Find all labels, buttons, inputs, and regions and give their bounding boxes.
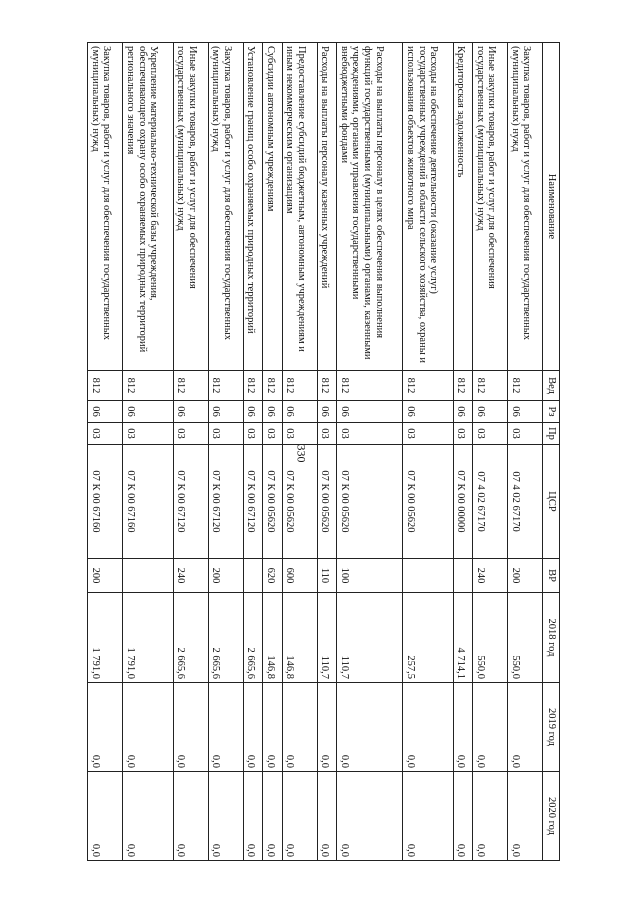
row-2020: 0,0 — [336, 772, 402, 861]
row-name: Иные закупки товаров, работ и услуг для обеспечения государственных (муниципальных) нужд — [173, 43, 208, 371]
header-csr: ЦСР — [543, 445, 560, 559]
row-ved: 812 — [208, 371, 243, 401]
row-2018: 146,8 — [263, 593, 282, 683]
row-csr: 07 К 00 05620 — [263, 445, 282, 559]
table-row — [508, 43, 543, 861]
row-pr: 03 — [508, 423, 543, 445]
row-2018: 146,8 — [282, 593, 317, 683]
row-name: Закупка товаров, работ и услуг для обеспечения государственных (муниципальных) нужд — [208, 43, 243, 371]
row-ved: 812 — [173, 371, 208, 401]
row-2019: 0,0 — [282, 683, 317, 772]
row-pr: 03 — [208, 423, 243, 445]
row-ved: 812 — [123, 371, 174, 401]
row-vr: 200 — [88, 559, 123, 593]
table-row — [403, 43, 454, 861]
row-rz: 06 — [208, 401, 243, 423]
row-rz: 06 — [243, 401, 262, 423]
row-2020: 0,0 — [317, 772, 336, 861]
row-vr: 600 — [282, 559, 317, 593]
row-csr: 07 К 00 67160 — [123, 445, 174, 559]
row-pr: 03 — [88, 423, 123, 445]
header-pr: Пр — [543, 423, 560, 445]
row-csr: 07 4 02 67170 — [508, 445, 543, 559]
table-row — [173, 43, 208, 861]
row-2018: 2 665,6 — [243, 593, 262, 683]
row-rz: 06 — [473, 401, 508, 423]
header-2018: 2018 год — [543, 593, 560, 683]
row-2020: 0,0 — [243, 772, 262, 861]
row-pr: 03 — [336, 423, 402, 445]
row-vr — [453, 559, 472, 593]
row-vr: 620 — [263, 559, 282, 593]
row-ved: 812 — [336, 371, 402, 401]
page-number: 330 — [294, 444, 309, 463]
row-2020: 0,0 — [173, 772, 208, 861]
row-name: Закупка товаров, работ и услуг для обеспечения государственных (муниципальных) нужд — [88, 43, 123, 371]
row-vr: 240 — [173, 559, 208, 593]
row-rz: 06 — [453, 401, 472, 423]
rotated-table-container — [87, 42, 560, 860]
header-name: Наименование — [543, 43, 560, 371]
row-2020: 0,0 — [123, 772, 174, 861]
header-ved: Вед — [543, 371, 560, 401]
row-ved: 812 — [473, 371, 508, 401]
row-name: Кредиторская задолженность — [453, 43, 472, 371]
table-row — [453, 43, 472, 861]
table-row — [243, 43, 262, 861]
row-2019: 0,0 — [208, 683, 243, 772]
row-rz: 06 — [403, 401, 454, 423]
row-pr: 03 — [173, 423, 208, 445]
row-vr — [123, 559, 174, 593]
row-ved: 812 — [243, 371, 262, 401]
row-2019: 0,0 — [263, 683, 282, 772]
row-ved: 812 — [282, 371, 317, 401]
row-csr: 07 К 00 67120 — [243, 445, 262, 559]
row-rz: 06 — [263, 401, 282, 423]
row-vr — [243, 559, 262, 593]
row-name: Закупка товаров, работ и услуг для обеспечения государственных (муниципальных) нужд — [508, 43, 543, 371]
row-ved: 812 — [453, 371, 472, 401]
row-csr: 07 К 00 00000 — [453, 445, 472, 559]
row-vr: 240 — [473, 559, 508, 593]
table-row — [317, 43, 336, 861]
row-vr: 200 — [508, 559, 543, 593]
row-rz: 06 — [88, 401, 123, 423]
table-row — [208, 43, 243, 861]
row-2019: 0,0 — [173, 683, 208, 772]
row-pr: 03 — [317, 423, 336, 445]
row-name: Установление границ особо охраняемых природных территорий — [243, 43, 262, 371]
row-2018: 1 791,0 — [123, 593, 174, 683]
table-row — [263, 43, 282, 861]
row-name: Расходы на обеспечение деятельности (оказание услуг) государственных учреждений в области сельского хозяйства, охраны и использования объектов животного мира — [403, 43, 454, 371]
row-2018: 257,5 — [403, 593, 454, 683]
row-2018: 2 665,6 — [173, 593, 208, 683]
budget-table — [87, 42, 560, 861]
row-2020: 0,0 — [473, 772, 508, 861]
row-ved: 812 — [88, 371, 123, 401]
row-vr: 100 — [336, 559, 402, 593]
row-csr: 07 К 00 67120 — [208, 445, 243, 559]
row-rz: 06 — [123, 401, 174, 423]
row-pr: 03 — [263, 423, 282, 445]
row-rz: 06 — [336, 401, 402, 423]
table-row — [282, 43, 317, 861]
row-2018: 2 665,6 — [208, 593, 243, 683]
row-rz: 06 — [282, 401, 317, 423]
row-name: Укрепление материально-технической базы учреждения, обеспечивающего охрану особо охраняемых природных территорий регионального значения — [123, 43, 174, 371]
row-pr: 03 — [403, 423, 454, 445]
row-2020: 0,0 — [263, 772, 282, 861]
row-2018: 4 714,1 — [453, 593, 472, 683]
row-csr: 07 К 00 05620 — [282, 445, 317, 559]
row-2020: 0,0 — [208, 772, 243, 861]
row-2018: 110,7 — [317, 593, 336, 683]
row-2019: 0,0 — [508, 683, 543, 772]
row-ved: 812 — [508, 371, 543, 401]
row-ved: 812 — [317, 371, 336, 401]
row-2020: 0,0 — [508, 772, 543, 861]
table-header-row — [543, 43, 560, 861]
row-2019: 0,0 — [336, 683, 402, 772]
row-name: Предоставление субсидий бюджетным, автономным учреждениям и иным некоммерческим организациям — [282, 43, 317, 371]
row-2019: 0,0 — [243, 683, 262, 772]
row-vr: 110 — [317, 559, 336, 593]
header-rz: Рз — [543, 401, 560, 423]
row-2018: 550,0 — [473, 593, 508, 683]
row-vr: 200 — [208, 559, 243, 593]
row-name: Расходы на выплаты персоналу казенных учреждений — [317, 43, 336, 371]
row-2018: 550,0 — [508, 593, 543, 683]
row-2019: 0,0 — [123, 683, 174, 772]
row-2019: 0,0 — [317, 683, 336, 772]
table-row — [88, 43, 123, 861]
row-name: Расходы на выплаты персоналу в целях обеспечения выполнения функций государственными (муниципальными) органами, казенными учреждениями, органами управления государственными внебюджетными фондами — [336, 43, 402, 371]
row-rz: 06 — [508, 401, 543, 423]
header-vr: ВР — [543, 559, 560, 593]
row-vr — [403, 559, 454, 593]
header-2020: 2020 год — [543, 772, 560, 861]
row-pr: 03 — [243, 423, 262, 445]
row-pr: 03 — [282, 423, 317, 445]
row-csr: 07 К 00 67120 — [173, 445, 208, 559]
row-2020: 0,0 — [453, 772, 472, 861]
row-csr: 07 К 00 05620 — [336, 445, 402, 559]
row-2019: 0,0 — [88, 683, 123, 772]
table-row — [123, 43, 174, 861]
row-2018: 1 791,0 — [88, 593, 123, 683]
row-csr: 07 К 00 67160 — [88, 445, 123, 559]
row-name: Субсидии автономным учреждениям — [263, 43, 282, 371]
row-name: Иные закупки товаров, работ и услуг для обеспечения государственных (муниципальных) нужд — [473, 43, 508, 371]
row-2019: 0,0 — [453, 683, 472, 772]
row-2020: 0,0 — [88, 772, 123, 861]
row-rz: 06 — [173, 401, 208, 423]
row-rz: 06 — [317, 401, 336, 423]
row-2018: 110,7 — [336, 593, 402, 683]
row-2019: 0,0 — [473, 683, 508, 772]
row-2020: 0,0 — [282, 772, 317, 861]
row-2019: 0,0 — [403, 683, 454, 772]
row-ved: 812 — [403, 371, 454, 401]
row-pr: 03 — [473, 423, 508, 445]
table-row — [473, 43, 508, 861]
row-ved: 812 — [263, 371, 282, 401]
row-pr: 03 — [123, 423, 174, 445]
row-csr: 07 4 02 67170 — [473, 445, 508, 559]
table-row — [336, 43, 402, 861]
row-csr: 07 К 00 05620 — [403, 445, 454, 559]
row-2020: 0,0 — [403, 772, 454, 861]
row-pr: 03 — [453, 423, 472, 445]
header-2019: 2019 год — [543, 683, 560, 772]
row-csr: 07 К 00 05620 — [317, 445, 336, 559]
